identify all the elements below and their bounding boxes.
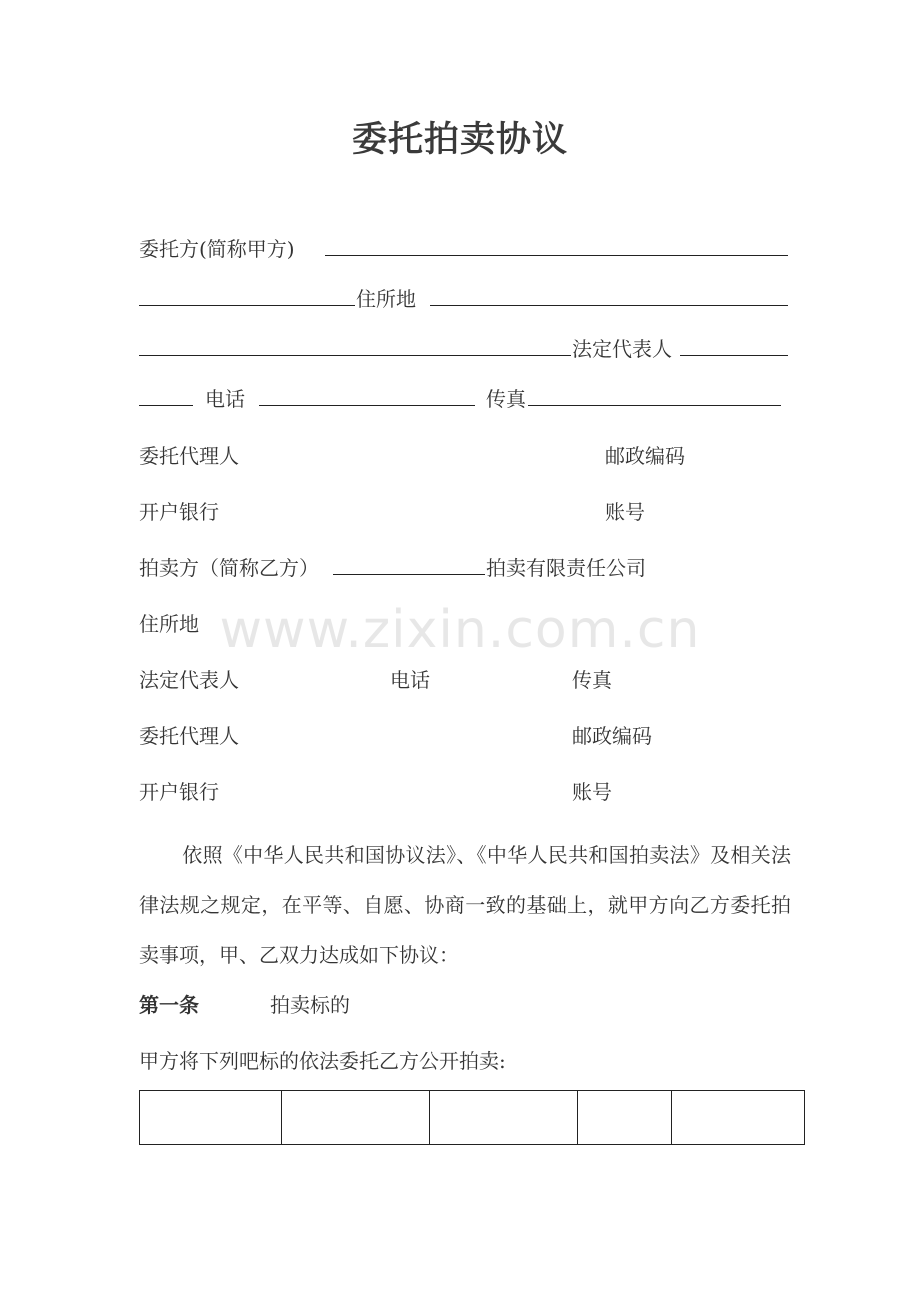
article-1-number: 第一条 <box>139 993 199 1017</box>
party-a-legal-rep-row <box>139 334 789 364</box>
party-a-fax-label: 传真 <box>486 387 526 411</box>
party-a-postcode-label: 邮政编码 <box>605 444 685 468</box>
party-a-name-field-continued[interactable] <box>139 284 355 306</box>
preamble-paragraph <box>139 830 791 980</box>
party-b-name-row <box>139 553 789 583</box>
party-a-phone-field[interactable] <box>259 384 475 406</box>
party-a-address-label: 住所地 <box>356 287 416 311</box>
party-a-bank-row <box>139 497 789 527</box>
party-b-agent-row <box>139 721 789 751</box>
table-cell[interactable] <box>672 1091 805 1145</box>
party-b-name-field[interactable] <box>333 553 485 575</box>
party-a-name-row <box>139 234 789 264</box>
party-b-agent-label: 委托代理人 <box>139 724 239 748</box>
party-b-legal-rep-label: 法定代表人 <box>139 668 239 692</box>
party-a-address-field-continued[interactable] <box>139 334 571 356</box>
party-a-bank-label: 开户银行 <box>139 500 219 524</box>
party-a-address-field[interactable] <box>430 284 788 306</box>
article-1-heading <box>139 990 789 1020</box>
party-a-name-label: 委托方(简称甲方) <box>139 237 295 261</box>
table-cell[interactable] <box>578 1091 672 1145</box>
party-a-agent-row <box>139 441 789 471</box>
party-a-account-label: 账号 <box>605 500 645 524</box>
party-b-address-row <box>139 609 789 639</box>
party-b-account-label: 账号 <box>572 780 612 804</box>
party-b-address-label: 住所地 <box>139 612 199 636</box>
party-a-legal-rep-field-continued[interactable] <box>139 384 193 406</box>
preamble-text: 依照《中华人民共和国协议法》、《中华人民共和国拍卖法》及相关法律法规之规定，在平等、自愿、协商一致的基础上，就甲方向乙方委托拍卖事项，甲、乙双力达成如下协议： <box>139 843 791 967</box>
party-b-name-label: 拍卖方（简称乙方） <box>139 556 319 580</box>
party-b-phone-label: 电话 <box>390 668 430 692</box>
table-cell[interactable] <box>140 1091 282 1145</box>
subject-table <box>139 1090 805 1145</box>
party-a-contact-row <box>139 384 789 414</box>
watermark: www.zixin.com.cn <box>219 600 701 660</box>
party-b-legal-rep-row <box>139 665 789 695</box>
party-a-phone-label: 电话 <box>205 387 245 411</box>
party-a-legal-rep-field[interactable] <box>680 334 788 356</box>
article-1-text-row <box>139 1046 789 1076</box>
party-a-agent-label: 委托代理人 <box>139 444 239 468</box>
party-a-legal-rep-label: 法定代表人 <box>572 337 672 361</box>
table-cell[interactable] <box>282 1091 430 1145</box>
article-1-text: 甲方将下列吧标的依法委托乙方公开拍卖: <box>139 1049 506 1073</box>
party-a-fax-field[interactable] <box>528 384 781 406</box>
party-b-postcode-label: 邮政编码 <box>572 724 652 748</box>
party-b-bank-row <box>139 777 789 807</box>
party-a-address-row <box>139 284 789 314</box>
table-cell[interactable] <box>430 1091 578 1145</box>
party-b-bank-label: 开户银行 <box>139 780 219 804</box>
party-a-name-field[interactable] <box>325 234 788 256</box>
party-b-fax-label: 传真 <box>572 668 612 692</box>
party-b-company-suffix: 拍卖有限责任公司 <box>486 556 646 580</box>
page-title: 委托拍卖协议 <box>351 119 568 160</box>
article-1-title: 拍卖标的 <box>270 993 350 1017</box>
table-row <box>140 1091 805 1145</box>
